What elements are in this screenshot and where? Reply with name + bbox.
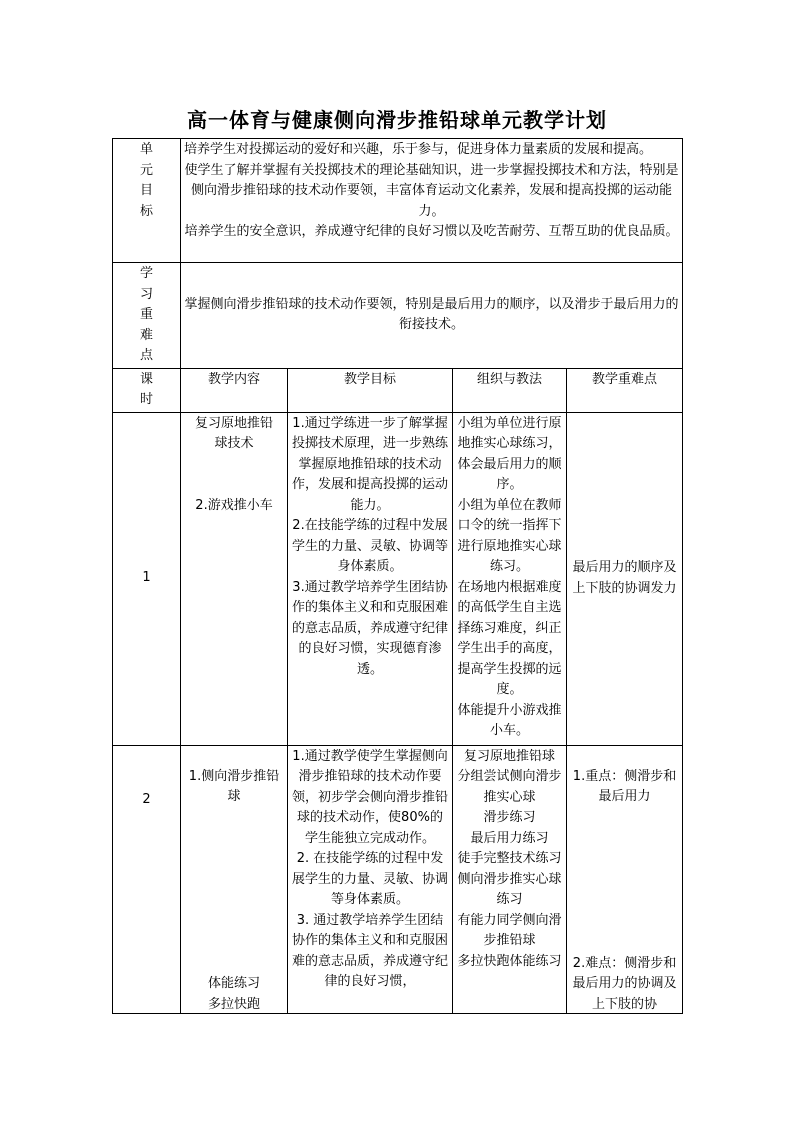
lesson-keypoints: 最后用力的顺序及上下肢的协调发力 (567, 412, 683, 745)
header-lesson: 课 时 (113, 368, 181, 412)
key-points-text: 掌握侧向滑步推铅球的技术动作要领，特别是最后用力的顺序，以及滑步于最后用力的衔接技术。 (181, 263, 683, 369)
lesson-number: 1 (113, 412, 181, 745)
table-header-row (113, 368, 683, 412)
unit-goal-text (181, 139, 683, 263)
unit-goal-label: 单 元 目 标 (113, 139, 181, 263)
document-title: 高一体育与健康侧向滑步推铅球单元教学计划 (187, 108, 607, 132)
lesson-method: 小组为单位进行原地推实心球练习，体会最后用力的顺序。 小组为单位在教师口令的统一指挥下进行原地推实心球练习。 在场地内根据难度的高低学生自主选择练习难度，纠正学生出手的高度，提高学生投掷的远度。 体能提升小游戏推小车。 (453, 412, 567, 745)
lesson-row (113, 745, 683, 1013)
lesson-content: 复习原地推铅球技术 2.游戏推小车 (181, 412, 288, 745)
lesson-keypoints: 1.重点：侧滑步和最后用力 2.难点：侧滑步和最后用力的协调及上下肢的协 (567, 745, 683, 1013)
unit-plan-table (112, 138, 683, 1014)
header-method: 组织与教法 (453, 368, 567, 412)
key-points-row (113, 263, 683, 369)
lesson-number: 2 (113, 745, 181, 1013)
lesson-objectives: 1.通过学练进一步了解掌握投掷技术原理，进一步熟练掌握原地推铅球的技术动作，发展和提高投掷的运动能力。 2.在技能学练的过程中发展学生的力量、灵敏、协调等身体素质。 3.通过教学培养学生团结协作的集体主义和和克服困难的意志品质，养成遵守纪律的良好习惯，实现德育渗透。 (288, 412, 453, 745)
lesson-method: 复习原地推铅球 分组尝试侧向滑步推实心球 滑步练习 最后用力练习 徒手完整技术练习 侧向滑步推实心球练习 有能力同学侧向滑步推铅球 多拉快跑体能练习 (453, 745, 567, 1013)
unit-goal-row (113, 139, 683, 263)
lesson-row (113, 412, 683, 745)
lesson-objectives: 1.通过教学使学生掌握侧向滑步推铅球的技术动作要领，初步学会侧向滑步推铅球的技术动作，使80%的学生能独立完成动作。 2. 在技能学练的过程中发展学生的力量、灵敏、协调等身体素质。 3. 通过教学培养学生团结协作的集体主义和和克服困难的意志品质，养成遵守纪律的良好习惯， (288, 745, 453, 1013)
key-points-label: 学 习 重 难 点 (113, 263, 181, 369)
goal-paragraph: 使学生了解并掌握有关投掷技术的理论基础知识，进一步掌握投掷技术和方法，特别是侧向滑步推铅球的技术动作要领，丰富体育运动文化素养，发展和提高投掷的运动能力。 (184, 162, 679, 219)
lesson-content: 1.侧向滑步推铅球 体能练习 多拉快跑 (181, 745, 288, 1013)
header-content: 教学内容 (181, 368, 288, 412)
goal-paragraph: 培养学生的安全意识，养成遵守纪律的良好习惯以及吃苦耐劳、互帮互助的优良品质。 (184, 224, 679, 239)
header-keypoints: 教学重难点 (567, 368, 683, 412)
header-objectives: 教学目标 (288, 368, 453, 412)
goal-paragraph: 培养学生对投掷运动的爱好和兴趣，乐于参与，促进身体力量素质的发展和提高。 (184, 142, 653, 157)
